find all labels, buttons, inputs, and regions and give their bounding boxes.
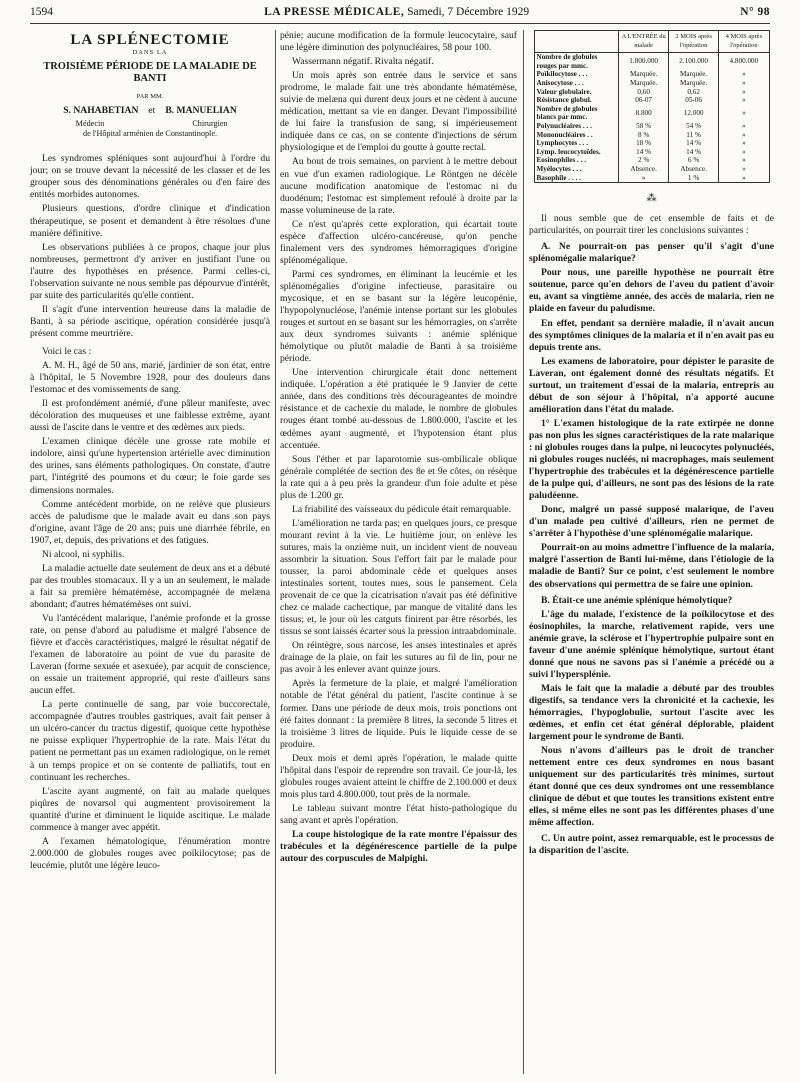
running-title [264,6,529,18]
row-label: Lymphocytes . . . [536,139,589,148]
paragraph: Le tableau suivant montre l'état histo-pathologique du sang avant et après l'opération. [280,802,517,826]
row-label: Eosinophiles . . . [536,156,587,165]
row-label: Anisocytose . . . [536,78,584,87]
table-row [534,165,769,174]
table-cell: 1 % [669,174,719,183]
paragraph: Nous n'avons d'ailleurs pas le droit de trancher nettement entre ces deux syndromes en nous basant uniquement sur des particularités très minimes, surtout étant donné que ces deux syndromes ont une ressemblance clinique de début et que toutes les transitions existent entre elles, si même elles ne sont pas les différentes phases d'une même affection. [529,745,774,829]
table-cell: » [619,174,669,183]
journal-name: LA PRESSE MÉDICALE, [264,6,405,18]
table-cell: 1.800.000 [619,53,669,71]
paragraph: La maladie actuelle date seulement de deux ans et a débuté par des troubles stomacaux. Il y a un an seulement, le malade a fait sa première hématémèse, accompagnée de melæna abondant; d'autres hématémèses ont suivi. [30,562,270,610]
paragraph: pénie; aucune modification de la formule leucocytaire, sauf une légère diminution des polynucléaires, 58 pour 100. [280,30,517,54]
paragraph: Sous l'éther et par laparotomie sus-ombilicale oblique générale complétée de section des 8e et 9e côtes, on résèque la rate qui a à peu près la grandeur d'un foie adulte et pèse plus de 1.200 gr. [280,453,517,501]
table-cell: Absence. [669,165,719,174]
table-cell: » [719,105,769,122]
page-number: 1594 [30,6,53,18]
hematology-table [534,30,770,183]
paragraph: L'examen clinique décèle une grosse rate mobile et indolore, ainsi qu'une hypertension artérielle avec diminution des urines, sans éléments pathologiques. On constate, d'autre part, l'intégrité des poumons et du cœur; le foie garde ses dimensions normales. [30,436,270,496]
table-row [534,88,769,97]
column-1 [30,30,270,874]
table-cell: » [719,174,769,183]
column-divider [523,30,524,1074]
paragraph: Donc, malgré un passé supposé malarique, de l'aveu d'un malade peu cultivé d'ailleurs, rien ne permet de s'arrêter à l'hypothèse d'une splénomégalie malarique. [529,504,774,540]
table-row [534,70,769,79]
paragraph: En effet, pendant sa dernière maladie, il n'avait aucun des symptômes cliniques de la malaria et il n'en avait pas eu depuis trente ans. [529,317,774,353]
paragraph: Il nous semble que de cet ensemble de faits et de particularités, on pourrait tirer les conclusions suivantes : [529,213,774,237]
paragraph: Les examens de laboratoire, pour dépister le parasite de Laveran, ont également donné des résultats négatifs. Et surtout, un traitement d'essai de la malaria, entrepris au début de son séjour à l'hôpital, n'a apporté aucune amélioration dans l'état du malade. [529,355,774,415]
paragraph: Une intervention chirurgicale était donc nettement indiquée. L'opération a été pratiquée le 9 Janvier de cette année, dans des conditions très décourageantes de moindre résistance et de cachexie du malade, le nombre de globules rouges étant tombé au-dessous de 1.800.000, l'ascite et les œdèmes ayant augmenté, et l'hypotension étant plus accentuée. [280,367,517,451]
table-cell: 05-06 [669,96,719,105]
row-label: Résistance globul. [536,96,592,105]
paragraph: Parmi ces syndromes, en éliminant la leucémie et les splénomégalies d'origine infectieuse, parasitaire ou mycosique, et en se basant sur la légère leucopénie, l'hypopolynucléose, l'anémie intense portant sur les globules rouges et surtout en se basant sur les hémorragies, on s'arrête aux deux syndromes suivants : anémie splénique hémolytique ou plutôt maladie de Banti à sa troisième période. [280,268,517,365]
article-title: LA SPLÉNECTOMIE [70,32,230,48]
table-cell: 11 % [669,131,719,140]
table-row [534,139,769,148]
row-label: Basophile . . . . [536,173,581,182]
table-corner [534,31,619,53]
article-subtitle: TROISIÈME PÉRIODE DE LA MALADIE DE BANTI [43,61,257,85]
column-3 [529,30,774,860]
article-title-connector: DANS LA [132,49,168,57]
page-header [30,6,770,22]
table-cell: 06-07 [619,96,669,105]
table-row [534,96,769,105]
row-label: Mononucléaires . . [536,130,593,139]
paragraph: Ni alcool, ni syphilis. [42,548,125,560]
issue-date: Samedi, 7 Décembre 1929 [407,6,530,18]
table-cell: » [719,131,769,140]
table-cell: » [719,122,769,131]
table-cell: » [719,96,769,105]
issue-number: N° 98 [740,6,770,18]
table-row [534,79,769,88]
table-cell: 18 % [619,139,669,148]
table-cell: 8.800 [619,105,669,122]
spacer [30,139,270,153]
paragraph: Vu l'antécédent malarique, l'anémie profonde et la grosse rate, on pense d'abord au paludisme et malgré l'absence de fièvre et d'accès caractéristiques, malgré le résultat négatif de l'examen de laboratoire au point de vue du parasite de Laveran (forme sexuée et asexuée), par acquit de conscience, on essaie un traitement approprié, qui reste d'ailleurs sans aucun effet. [30,612,270,697]
table-cell: Marquée. [669,70,719,79]
paragraph: La friabilité des vaisseaux du pédicule était remarquable. [292,503,511,515]
table-cell: » [719,165,769,174]
table-cell: Marquée. [619,79,669,88]
table-body [534,53,769,183]
authors [30,105,270,117]
author-roles [30,119,270,129]
table-header: A L'ENTRÉE du malade [619,31,669,53]
header-rule [30,23,770,24]
paragraph: La coupe histologique de la rate montre l'épaissur des trabécules et la dégénérescence partielle de la pulpe autour des corpuscules de Malpighi. [280,829,517,865]
paragraph: Pourrait-on au moins admettre l'influence de la malaria, malgré l'assertion de Banti lui-même, dans l'étiologie de la maladie de Banti? Sur ce point, c'est seulement le nombre des observations qui permettra de se faire une opinion. [529,542,774,590]
table-cell: 14 % [619,148,669,157]
table-header: 2 MOIS après l'opération [669,31,719,53]
paragraph: Ce n'est qu'après cette exploration, qui écartait toute espèce d'affection ulcéro-cancéreuse, qu'on penche finalement vers des syndromes hémorragiques d'origine splénomégalique. [280,218,517,266]
paragraph: L'âge du malade, l'existence de la poïkilocytose et des éosinophiles, la marche, relativement rapide, vers une anémie grave, la sclérose et l'hypertrophie pulpaire sont en faveur d'une anémie splénique hémolytique, surtout étant donné que nous ne savons pas si l'anémie a précédé ou a suivi l'hypersplénie. [529,608,774,680]
table-header: 4 MOIS après l'opération [719,31,769,53]
author-role: Chirurgien [192,119,228,129]
table-row [534,53,769,71]
table-cell: » [719,156,769,165]
paragraph: Comme antécédent morbide, on ne relève que plusieurs accès de paludisme que le malade avait eu dans son pays d'origine, avant l'âge de 20 ans; puis une diarrhée fébrile, en 1907, et, depuis, des privations et des fatigues. [30,498,270,546]
paragraph: Il s'agit d'une intervention heureuse dans la maladie de Banti, à sa période ascitique, opération considérée jusqu'à présent comme meurtrière. [30,303,270,339]
row-label: Nombre de globules rouges par mmc. [536,53,598,70]
paragraph: L'amélioration ne tarda pas; en quelques jours, ce presque mourant revint à la vie. Le huitième jour, on enlève les sutures, mais la onzième nuit, un incident vient de nouveau assombrir la situation. Sous l'effort fait par le malade pour tousser, la paroi abdominale cède et quelques anses intestinales sortent, toutes nues, sous le pansement. Cela provenait de ce que la cicatrisation n'avait pas été définitive chez ce malade cachectique, par manque de vitalité dans les tissus; et, le jour où les catguts finirent par être résorbés, les tissus se sont laissés écarter sous la pression intraabdominale. [280,517,517,638]
author-conjunction: et [148,105,156,117]
author-role: Médecin [75,119,105,129]
table-row [534,156,769,165]
paragraph: On réintègre, sous narcose, les anses intestinales et après drainage de la plaie, on fait les sutures au fil de lin, pour ne pas avoir à les enlever avant quinze jours. [280,640,517,676]
table-cell: 14 % [669,148,719,157]
paragraph: Voici le cas : [42,345,92,357]
table-row [534,174,769,183]
table-cell: 58 % [619,122,669,131]
table-cell: 14 % [669,139,719,148]
paragraph: A l'examen hématologique, l'énumération montre 2.000.000 de globules rouges avec poïkilocytose; pas de leucémie, plutôt une légère leuco- [30,835,270,871]
paragraph: La perte continuelle de sang, par voie buccorectale, accompagnée d'autres troubles gastriques, avait fait penser à un ulcéro-cancer du tractus digestif, quoique cette hypothèse ne puisse expliquer l'hypertrophie de la rate. Mais l'état du patient ne permettant pas un examen radiologique, on le remet à un temps propice et on se contente de palliatifs, tout en continuant les recherches. [30,699,270,783]
paragraph: Au bout de trois semaines, on parvient à le mettre debout en vue d'un examen radiologique. Le Röntgen ne décèle aucune modification anatomique de l'estomac ni du duodénum; l'estomac est simplement refoulé à droite par la masse volumineuse de la rate. [280,156,517,216]
table-cell: 0,62 [669,88,719,97]
row-label: Lymp. leucocytoïdes. [536,147,601,156]
paragraph: Les observations publiées à ce propos, chaque jour plus nombreuses, permettront d'y arriver en justifiant l'une ou l'autre des hypothèses en présence. Parmi celles-ci, l'observation suivante ne nous semble pas dépourvue d'intérêt, par suite des particularités qu'elle contient. [30,241,270,301]
table-cell: 54 % [669,122,719,131]
table-cell: 8 % [619,131,669,140]
paragraph: Deux mois et demi après l'opération, le malade quitte l'hôpital dans l'espoir de reprendre son travail. Ce jour-là, les globules rouges avaient atteint le chiffre de 2.100.000 et deux mois plus tard 4.800.000, tout près de la normale. [280,752,517,800]
table-cell: » [719,148,769,157]
table-row [534,131,769,140]
table-cell: » [719,88,769,97]
author-name: B. MANUELIAN [165,105,237,117]
paragraph: Mais le fait que la maladie a débuté par des troubles digestifs, sa tendance vers la chronicité et la cachexie, les hémorragies, l'hypoglobulie, surtout l'ascite avec les œdèmes, et enfin cet état général déplorable, plaident largement pour le syndrome de Banti. [529,682,774,743]
table-row [534,148,769,157]
table-cell: Absence. [619,165,669,174]
table-cell: 2.100.000 [669,53,719,71]
row-label: Polynucléaires . . . [536,121,592,130]
question-heading: A. Ne pourrait-on pas penser qu'il s'agit d'une splénomégalie malarique? [529,241,774,265]
column-divider [275,30,276,1074]
row-label: Myélocytes . . . [536,164,582,173]
table-cell: 0,60 [619,88,669,97]
section-separator: ⁂ [646,193,657,205]
table-cell: 2 % [619,156,669,165]
question-heading: C. Un autre point, assez remarquable, est le processus de la disparition de l'ascite. [529,833,774,857]
author-affiliation: de l'Hôpital arménien de Constantinople. [82,129,218,139]
paragraph: Après la fermeture de la plaie, et malgré l'amélioration notable de l'état général du patient, l'ascite continue à se former. Dans une période de deux mois, trois ponctions ont été faites donnant : la première 8 litres, la seconde 5 litres et la troisième 3 litres de liquide. Puis le liquide cesse de se produire. [280,678,517,750]
author-name: S. NAHABETIAN [63,105,139,117]
question-heading: B. Était-ce une anémie splénique hémolytique? [541,594,733,606]
table-cell: » [719,70,769,79]
table-row [534,105,769,122]
table-row [534,122,769,131]
paragraph: Pour nous, une pareille hypothèse ne pourrait être soutenue, parce qu'en dehors de l'aveu du patient d'avoir eu, avant sa vingtième année, des accès de malaria, rien ne plaide en faveur du paludisme. [529,267,774,315]
table-cell: » [719,139,769,148]
paragraph: Plusieurs questions, d'ordre clinique et d'indication thérapeutique, se posent et demandent à être résolues d'une manière définitive. [30,203,270,239]
table-cell: » [719,79,769,88]
paragraph: 1° L'examen histologique de la rate extirpée ne donne pas non plus les signes caractéristiques de la rate malarique : ni globules rouges dans la pulpe, ni leucocytes polynucléés, ni globules rouges nucléés, ni macrophages, mais seulement l'hypertrophie des trabécules et la dégénérescence partielle de la pulpe qui, d'ailleurs, ne sont pas des lésions de la rate paludéenne. [529,417,774,502]
row-label: Poïkilocytose . . . [536,70,588,79]
table-cell: Marquée. [619,70,669,79]
paragraph: Un mois après son entrée dans le service et sans prodrome, le malade fait une très abondante hématémèse, suivie de melæna qui durent deux jours et ne cèdent à aucune médication, mettant sa vie en danger. Devant l'impossibilité de lui faire la transfusion de sang, si impérieusement indiquée dans ce cas, on se contente d'injections de sérum physiologique et de l'emploi du goutte à goutte rectal. [280,70,517,154]
paragraph: Les syndromes spléniques sont aujourd'hui à l'ordre du jour; on se trouve devant la nécessité de les classer et de les grouper sous des dénominations générales ou d'en faire des entités morbides autonomes. [30,153,270,201]
table-cell: 6 % [669,156,719,165]
column-2 [280,30,517,867]
paragraph: L'ascite ayant augmenté, on fait au malade quelques piqûres de novarsol qui augmentent provisoirement la quantité d'urine et diminuent le liquide ascitique. Le malade commence à manger avec appétit. [30,785,270,833]
row-label: Nombre de globules blancs par mmc. [536,104,598,122]
table-cell: 4.800.000 [719,53,769,71]
by-line-label: PAR MM. [136,93,164,101]
table-cell: 12.000 [669,105,719,122]
paragraph: A. M. H., âgé de 50 ans, marié, jardinier de son état, entre à l'hôpital, le 5 Novembre 1928, pour des douleurs dans l'estomac et des vomissements de sang. [30,360,270,396]
row-label: Valeur globulaire. [536,87,592,96]
paragraph: Wassermann négatif. Rivalta négatif. [292,56,434,68]
paragraph: Il est profondément anémié, d'une pâleur manifeste, avec décoloration des muqueuses et une faiblesse extrême, ayant aussi de l'ascite dans le ventre et des œdèmes aux pieds. [30,398,270,434]
table-cell: Marquée. [669,79,719,88]
